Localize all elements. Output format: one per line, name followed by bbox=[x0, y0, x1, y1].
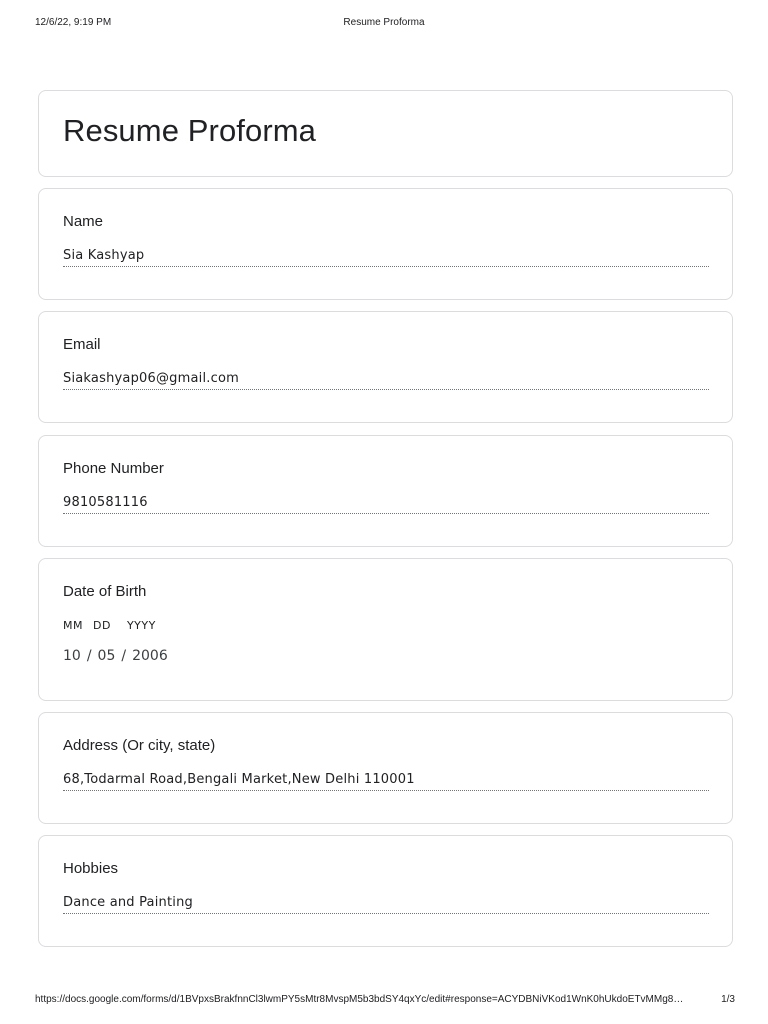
dob-year-value[interactable]: 2006 bbox=[132, 648, 168, 664]
answer-hobbies-field[interactable]: Dance and Painting bbox=[63, 895, 709, 914]
dob-sublabels bbox=[63, 619, 166, 632]
print-header bbox=[35, 17, 733, 31]
dob-yyyy-label: YYYY bbox=[126, 619, 156, 632]
dob-mm-label: MM bbox=[63, 619, 83, 632]
answer-name-field[interactable]: Sia Kashyap bbox=[63, 248, 709, 267]
answer-address-field[interactable]: 68,Todarmal Road,Bengali Market,New Delhi 110001 bbox=[63, 772, 709, 791]
dob-separator: / bbox=[121, 648, 127, 664]
dob-separator: / bbox=[86, 648, 92, 664]
question-card-name bbox=[38, 188, 733, 300]
answer-phone-field[interactable]: 9810581116 bbox=[63, 495, 709, 514]
dob-date-input[interactable] bbox=[63, 648, 168, 664]
question-card-address bbox=[38, 712, 733, 824]
print-url: https://docs.google.com/forms/d/1BVpxsBrakfnnCl3lwmPY5sMtr8MvspM5b3bdSY4qxYc/edit#response=ACYDBNiVKod1WnK0hUkdoETvMMg8… bbox=[35, 994, 684, 1005]
question-card-email bbox=[38, 311, 733, 423]
print-doc-title: Resume Proforma bbox=[343, 17, 425, 28]
question-label-email: Email bbox=[63, 336, 101, 353]
question-label-address: Address (Or city, state) bbox=[63, 737, 216, 754]
question-card-hobbies bbox=[38, 835, 733, 947]
answer-email-field[interactable]: Siakashyap06@gmail.com bbox=[63, 371, 709, 390]
question-label-name: Name bbox=[63, 213, 104, 230]
dob-month-value[interactable]: 10 bbox=[63, 648, 81, 664]
question-card-phone bbox=[38, 435, 733, 547]
dob-dd-label: DD bbox=[92, 619, 111, 632]
form-title-card bbox=[38, 90, 733, 177]
print-datetime: 12/6/22, 9:19 PM bbox=[35, 17, 112, 28]
dob-day-value[interactable]: 05 bbox=[97, 648, 116, 664]
print-footer bbox=[35, 994, 735, 1008]
question-label-hobbies: Hobbies bbox=[63, 860, 119, 877]
question-label-dob: Date of Birth bbox=[63, 583, 147, 600]
question-label-phone: Phone Number bbox=[63, 460, 164, 477]
question-card-dob bbox=[38, 558, 733, 701]
form-title: Resume Proforma bbox=[63, 113, 317, 148]
print-page-number: 1/3 bbox=[721, 994, 735, 1005]
